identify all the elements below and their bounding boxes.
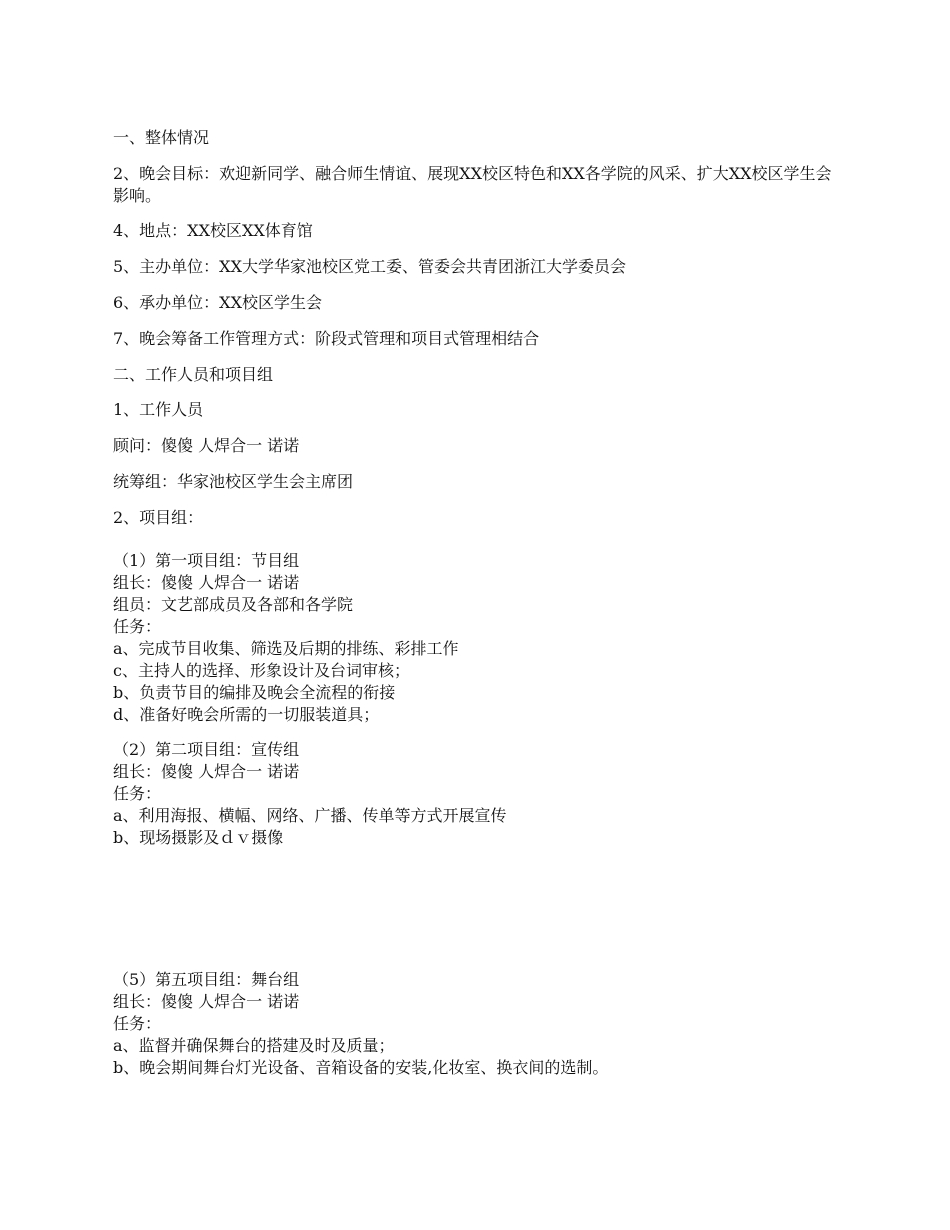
- section-2-heading: 二、工作人员和项目组: [113, 365, 274, 384]
- group-1-members: 组员：文艺部成员及各部和各学院: [113, 595, 354, 614]
- advisor-line: 顾问：傻傻 人焊合一 诺诺: [113, 436, 300, 455]
- group-1-task: a、完成节目收集、筛选及后期的排练、彩排工作: [113, 639, 459, 658]
- project-groups-heading: 2、项目组：: [113, 508, 204, 527]
- section-1-organizer: 6、承办单位：XX校区学生会: [113, 293, 322, 312]
- group-1-task: b、负责节目的编排及晚会全流程的衔接: [113, 683, 396, 702]
- group-1-task: d、准备好晚会所需的一切服装道具；: [113, 705, 380, 724]
- section-1-host: 5、主办单位：XX大学华家池校区党工委、管委会共青团浙江大学委员会: [113, 257, 626, 276]
- group-5-leader: 组长：傻傻 人焊合一 诺诺: [113, 992, 300, 1011]
- group-5-task: a、监督并确保舞台的搭建及时及质量；: [113, 1036, 395, 1055]
- section-1-goal: 2、晚会目标：欢迎新同学、融合师生情谊、展现XX校区特色和XX各学院的风采、扩大XX校区学生会影响。: [113, 164, 832, 205]
- group-5-tasks-label: 任务：: [113, 1014, 162, 1033]
- section-1-heading: 一、整体情况: [113, 128, 210, 147]
- group-2-title: （2）第二项目组：宣传组: [113, 740, 300, 759]
- group-1-tasks-label: 任务：: [113, 617, 162, 636]
- staff-heading: 1、工作人员: [113, 400, 204, 419]
- group-2-leader: 组长：傻傻 人焊合一 诺诺: [113, 762, 300, 781]
- section-1-management: 7、晚会筹备工作管理方式：阶段式管理和项目式管理相结合: [113, 329, 540, 348]
- coordinator-line: 统筹组：华家池校区学生会主席团: [113, 472, 354, 491]
- group-5-task: b、晚会期间舞台灯光设备、音箱设备的安装,化妆室、换衣间的选制。: [113, 1058, 609, 1077]
- group-2-tasks-label: 任务：: [113, 784, 162, 803]
- group-1-leader: 组长：傻傻 人焊合一 诺诺: [113, 573, 300, 592]
- group-5-title: （5）第五项目组：舞台组: [113, 970, 300, 989]
- group-2-task: a、利用海报、横幅、网络、广播、传单等方式开展宣传: [113, 806, 507, 825]
- group-2-task: b、现场摄影及ｄｖ摄像: [113, 828, 284, 847]
- group-1-title: （1）第一项目组：节目组: [113, 551, 300, 570]
- section-1-location: 4、地点：XX校区XX体育馆: [113, 221, 313, 240]
- group-1-task: c、主持人的选择、形象设计及台词审核；: [113, 661, 410, 680]
